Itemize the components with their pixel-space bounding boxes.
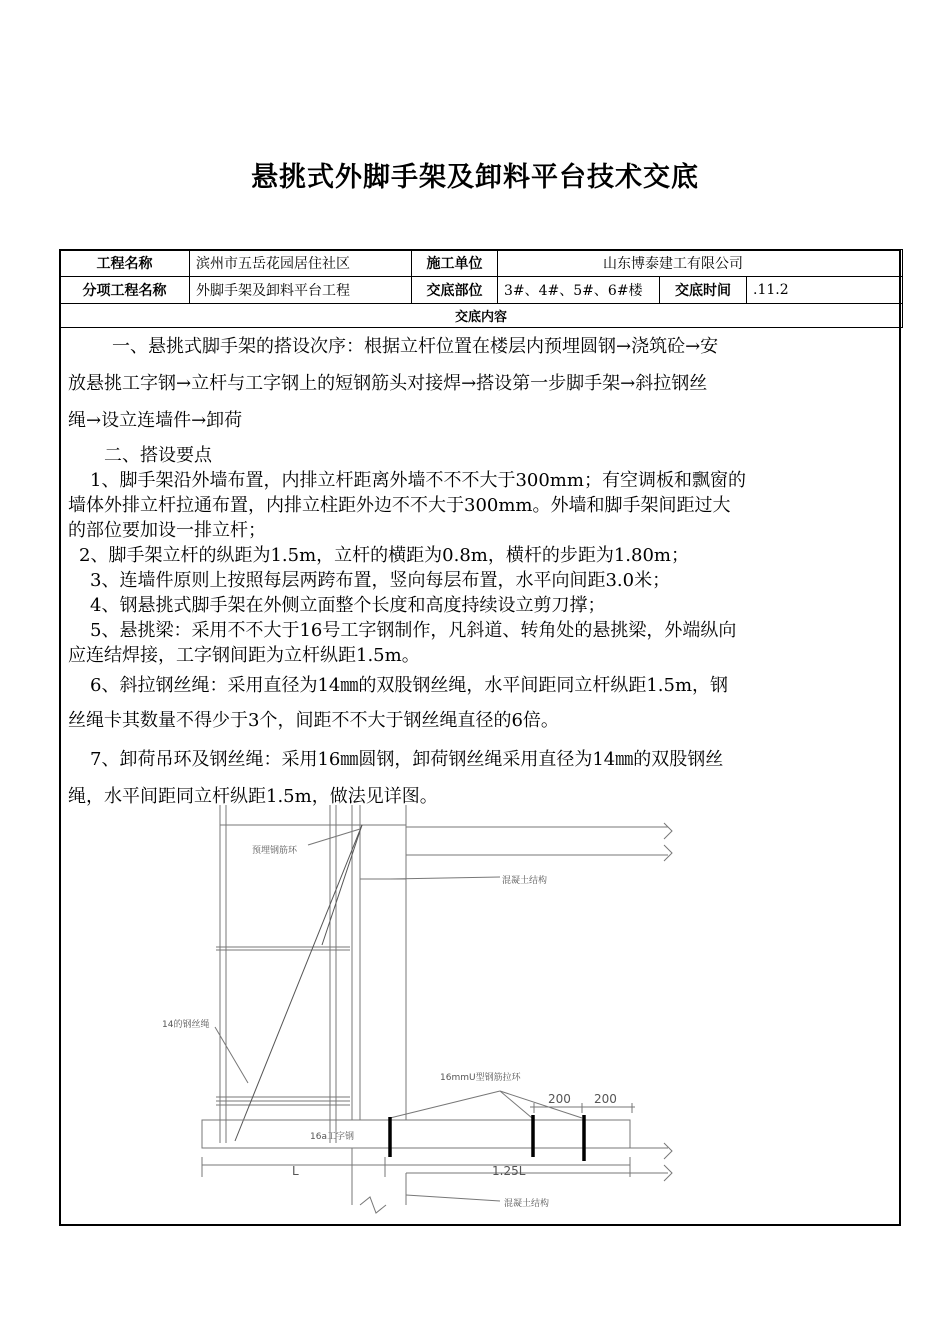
item6-line1: 6、斜拉钢丝绳：采用直径为14㎜的双股钢丝绳，水平间距同立杆纵距1.5m，钢 bbox=[90, 675, 729, 696]
content-body bbox=[68, 328, 894, 815]
date-value: .11.2 bbox=[747, 277, 903, 304]
item7-line2: 绳，水平间距同立杆纵距1.5m，做法见详图。 bbox=[68, 786, 438, 807]
item1-line1: 1、脚手架沿外墙布置，内排立杆距离外墙不不不大于300mm；有空调板和飘窗的 bbox=[90, 470, 746, 491]
contractor-value: 山东博泰建工有限公司 bbox=[498, 250, 903, 277]
info-table bbox=[59, 249, 903, 328]
section1-line1: 一、悬挑式脚手架的搭设次序：根据立杆位置在楼层内预埋圆钢→浇筑砼→安 bbox=[112, 336, 719, 357]
wire-rope bbox=[235, 825, 362, 1141]
section1-line3: 绳→设立连墙件→卸荷 bbox=[68, 410, 243, 431]
section1-line2: 放悬挑工字钢→立杆与工字钢上的短钢筋头对接焊→搭设第一步脚手架→斜拉钢丝 bbox=[68, 373, 708, 394]
item2: 2、脚手架立杆的纵距为1.5m，立杆的横距为0.8m，横杆的步距为1.80m； bbox=[79, 545, 689, 566]
label-concrete-top: 混凝土结构 bbox=[502, 876, 548, 886]
lower-slab-break bbox=[664, 1143, 672, 1181]
document-title: 悬挑式外脚手架及卸料平台技术交底 bbox=[251, 162, 699, 193]
item5-line2: 应连结焊接，工字钢间距为立杆纵距1.5m。 bbox=[68, 645, 420, 666]
wire-rope-upper bbox=[322, 825, 362, 945]
contractor-label: 施工单位 bbox=[412, 250, 498, 277]
label-i-beam: 16a工字钢 bbox=[310, 1132, 354, 1142]
item1-line3: 的部位要加设一排立杆； bbox=[68, 520, 266, 541]
leader-concrete-bottom bbox=[406, 1195, 500, 1201]
embedded-ring-block bbox=[360, 825, 406, 879]
dim-200-a: 200 bbox=[548, 1092, 571, 1106]
wall-break bbox=[360, 1197, 386, 1213]
item1-line2: 墙体外排立杆拉通布置，内排立柱距外边不不大于300mm。外墙和脚手架间距过大 bbox=[68, 495, 731, 516]
content-header: 交底内容 bbox=[60, 304, 903, 328]
sub-item-value: 外脚手架及卸料平台工程 bbox=[190, 277, 412, 304]
item7-line1: 7、卸荷吊环及钢丝绳：采用16㎜圆钢，卸荷钢丝绳采用直径为14㎜的双股钢丝 bbox=[90, 749, 724, 770]
item5-line1: 5、悬挑梁：采用不不大于16号工字钢制作，凡斜道、转角处的悬挑梁，外端纵向 bbox=[90, 620, 737, 641]
label-embedded-ring: 预埋钢筋环 bbox=[252, 846, 298, 856]
scaffold-diagram bbox=[60, 805, 900, 1225]
project-name-label: 工程名称 bbox=[60, 250, 190, 277]
location-value: 3#、4#、5#、6#楼 bbox=[498, 277, 660, 304]
label-wire-rope: 14的钢丝绳 bbox=[162, 1020, 210, 1030]
dim-L: L bbox=[292, 1164, 299, 1178]
i-beam bbox=[202, 1120, 630, 1148]
project-name-value: 滨州市五岳花园居住社区 bbox=[190, 250, 412, 277]
dim-125L: 1.25L bbox=[492, 1164, 526, 1178]
section2-title: 二、搭设要点 bbox=[104, 445, 212, 466]
label-u-ring: 16mmU型钢筋拉环 bbox=[440, 1073, 521, 1083]
item6-line2: 丝绳卡其数量不得少于3个，间距不不大于钢丝绳直径的6倍。 bbox=[68, 710, 559, 731]
sub-item-label: 分项工程名称 bbox=[60, 277, 190, 304]
item3: 3、连墙件原则上按照每层两跨布置，竖向每层布置，水平向间距3.0米； bbox=[90, 570, 671, 591]
item4: 4、钢悬挑式脚手架在外侧立面整个长度和高度持续设立剪刀撑； bbox=[90, 595, 606, 616]
label-concrete-bottom: 混凝土结构 bbox=[504, 1199, 550, 1209]
location-label: 交底部位 bbox=[412, 277, 498, 304]
date-label: 交底时间 bbox=[660, 277, 747, 304]
leader-u-ring-2 bbox=[500, 1091, 532, 1118]
dim-200-b: 200 bbox=[594, 1092, 617, 1106]
